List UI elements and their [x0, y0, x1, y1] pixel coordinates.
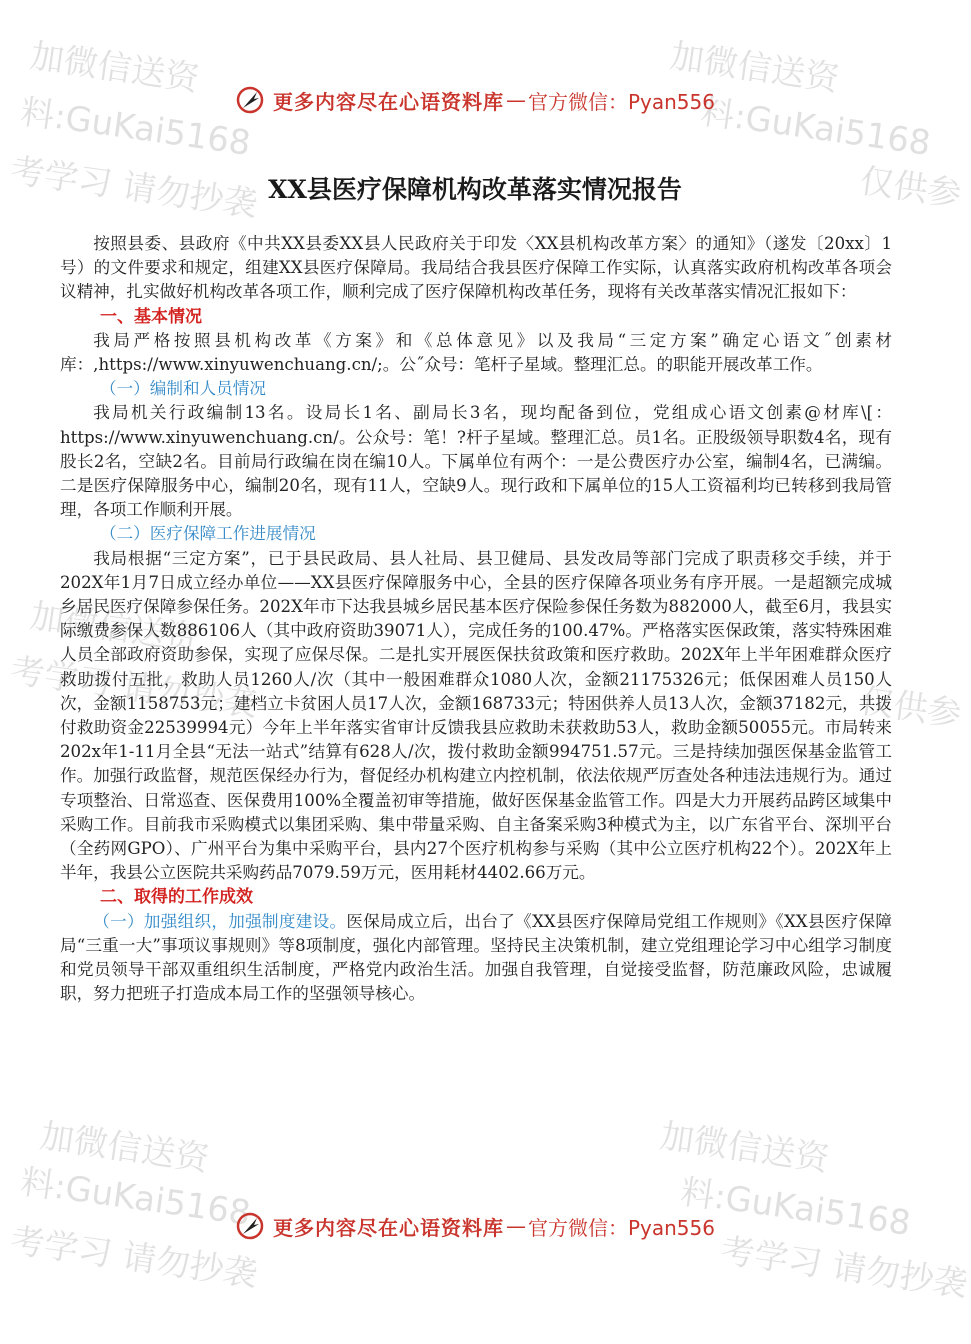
footer-banner	[0, 1206, 950, 1246]
watermark: 考学习 请勿抄袭	[7, 1220, 260, 1296]
banner-text: 更多内容尽在心语资料库	[272, 1215, 504, 1240]
watermark: 加微信送资	[27, 36, 202, 100]
watermark: 料:GuKai5168	[17, 92, 254, 164]
watermark: 加微信送资	[37, 1116, 212, 1180]
watermark: 加微信送资	[27, 596, 202, 660]
watermark: 仅供参	[857, 161, 964, 215]
banner-separator: —	[505, 88, 526, 112]
watermark: 考学习 请勿抄袭	[717, 1230, 970, 1306]
basic-paragraph: 我局严格按照县机构改革《方案》和《总体意见》以及我局“三定方案”确定心语文˝创素材库：,https://www.xinyuwenchuang.cn/;。公˝众号：笔杆子星域。整理汇总。的职能开展改革工作。	[60, 330, 892, 375]
watermark: 料:GuKai5168	[677, 1172, 914, 1244]
watermark: 加微信送资	[657, 1116, 832, 1180]
watermark: 料:GuKai5168	[17, 1162, 254, 1234]
page-title: XX县医疗保障机构改革落实情况报告	[268, 175, 682, 204]
results-text: 医保局成立后，出台了《XX县医疗保障局党组工作规则》《XX县医疗保障局“三重一大”事项议事规则》等8项制度，强化内部管理。坚持民主决策机制，建立党组理论学习中心组学习制度和党员领导干部双重组织生活制度，严格党内政治生活。加强自我管理，自觉接受监督，防范廉政风险，忠诚履职，努力把班子打造成本局工作的坚强领导核心。	[60, 911, 893, 1004]
banner-account: 官方微信：Pyan556	[527, 89, 715, 114]
section-heading-basic: 一、基本情况	[100, 306, 202, 327]
watermark: 加微信送资	[667, 36, 842, 100]
watermark: 考学习 请勿抄袭	[7, 650, 260, 726]
banner-separator: —	[505, 1214, 526, 1238]
quill-logo-icon	[235, 1211, 265, 1241]
progress-paragraph: 我局根据“三定方案”，已于县民政局、县人社局、县卫健局、县发改局等部门完成了职责移交手续，并于202X年1月7日成立经办单位——XX县医疗保障服务中心，全县的医疗保障各项业务有序开展。一是超额完成城乡居民医疗保障参保任务。202X年市下达我县城乡居民基本医疗保险参保任务数为882000人，截至6月，我县实际缴费参保人数886106人（其中政府资助39071人），完成任务的100.47%。严格落实医保政策，落实特殊困难人员全部政府资助参保，实现了应保尽保。二是扎实开展医保扶贫政策和医疗救助。202X年上半年困难群众医疗救助拨付五批，救助人员1260人/次（其中一般困难群众1080人次，金额21175326元；低保困难人员150人次，金额1158753元；建档立卡贫困人员17人次，金额168733元；特困供养人员13人次，金额37182元，共拨付救助资金22539994元）今年上半年落实省审计反馈我县应救助未获救助53人，救助金额50055元。市局转来202x年1-11月全县“无法一站式”结算有628人/次，拨付救助金额994751.57元。三是持续加强医保基金监管工作。加强行政监督，规范医保经办行为，督促经办机构建立内控机制，依法依规严厉查处各种违法违规行为。通过专项整治、日常巡查、医保费用100%全覆盖初审等措施，做好医保基金监管工作。四是大力开展药品跨区域集中采购工作。目前我市采购模式以集团采购、集中带量采购、自主备案采购3种模式为主，以广东省平台、深圳平台（全药网GPO）、广州平台为集中采购平台，县内27个医疗机构参与采购（其中公立医疗机构22个）。202X年上半年，我县公立医院共采购药品7079.59万元，医用耗材4402.66万元。	[60, 548, 892, 883]
watermark: 考学习 请勿抄袭	[7, 150, 260, 226]
subsection-heading-progress: （二）医疗保障工作进展情况	[100, 524, 316, 544]
subsection-heading-staff: （一）编制和人员情况	[100, 379, 266, 399]
watermark: 料:GuKai5168	[697, 92, 934, 164]
document-body	[60, 232, 892, 1007]
banner-account: 官方微信：Pyan556	[527, 1215, 715, 1240]
intro-paragraph: 按照县委、县政府《中共XX县委XX县人民政府关于印发〈XX县机构改革方案〉的通知》（遂发〔20xx〕1号）的文件要求和规定，组建XX县医疗保障局。我局结合我县医疗保障工作实际，认真落实政府机构改革各项会议精神，扎实做好机构改革各项工作，顺利完成了医疗保障机构改革任务，现将有关改革落实情况汇报如下：	[60, 234, 892, 302]
results-paragraph	[60, 910, 892, 1007]
results-lead: （一）加强组织，加强制度建设。	[93, 911, 347, 931]
staff-paragraph: 我局机关行政编制13名。设局长1名、副局长3名，现均配备到位，党组成心语文创素@材库\[：https://www.xinyuwenchuang.cn/。公众号：笔！?杆子星域。整理汇总。员1名。正股级领导职数4名，现有股长2名，空缺2名。目前局行政编在岗在编10人。下属单位有两个：一是公费医疗办公室，编制4名，已满编。二是医疗保障服务中心，编制20名，现有11人，空缺9人。现行政和下属单位的15人工资福利均已转移到我局管理，各项工作顺利开展。	[60, 403, 892, 520]
watermark: 仅供参	[857, 681, 964, 735]
quill-logo-icon	[235, 85, 265, 115]
section-heading-results: 二、取得的工作成效	[100, 887, 253, 908]
header-banner	[0, 80, 950, 120]
banner-text: 更多内容尽在心语资料库	[272, 89, 504, 114]
